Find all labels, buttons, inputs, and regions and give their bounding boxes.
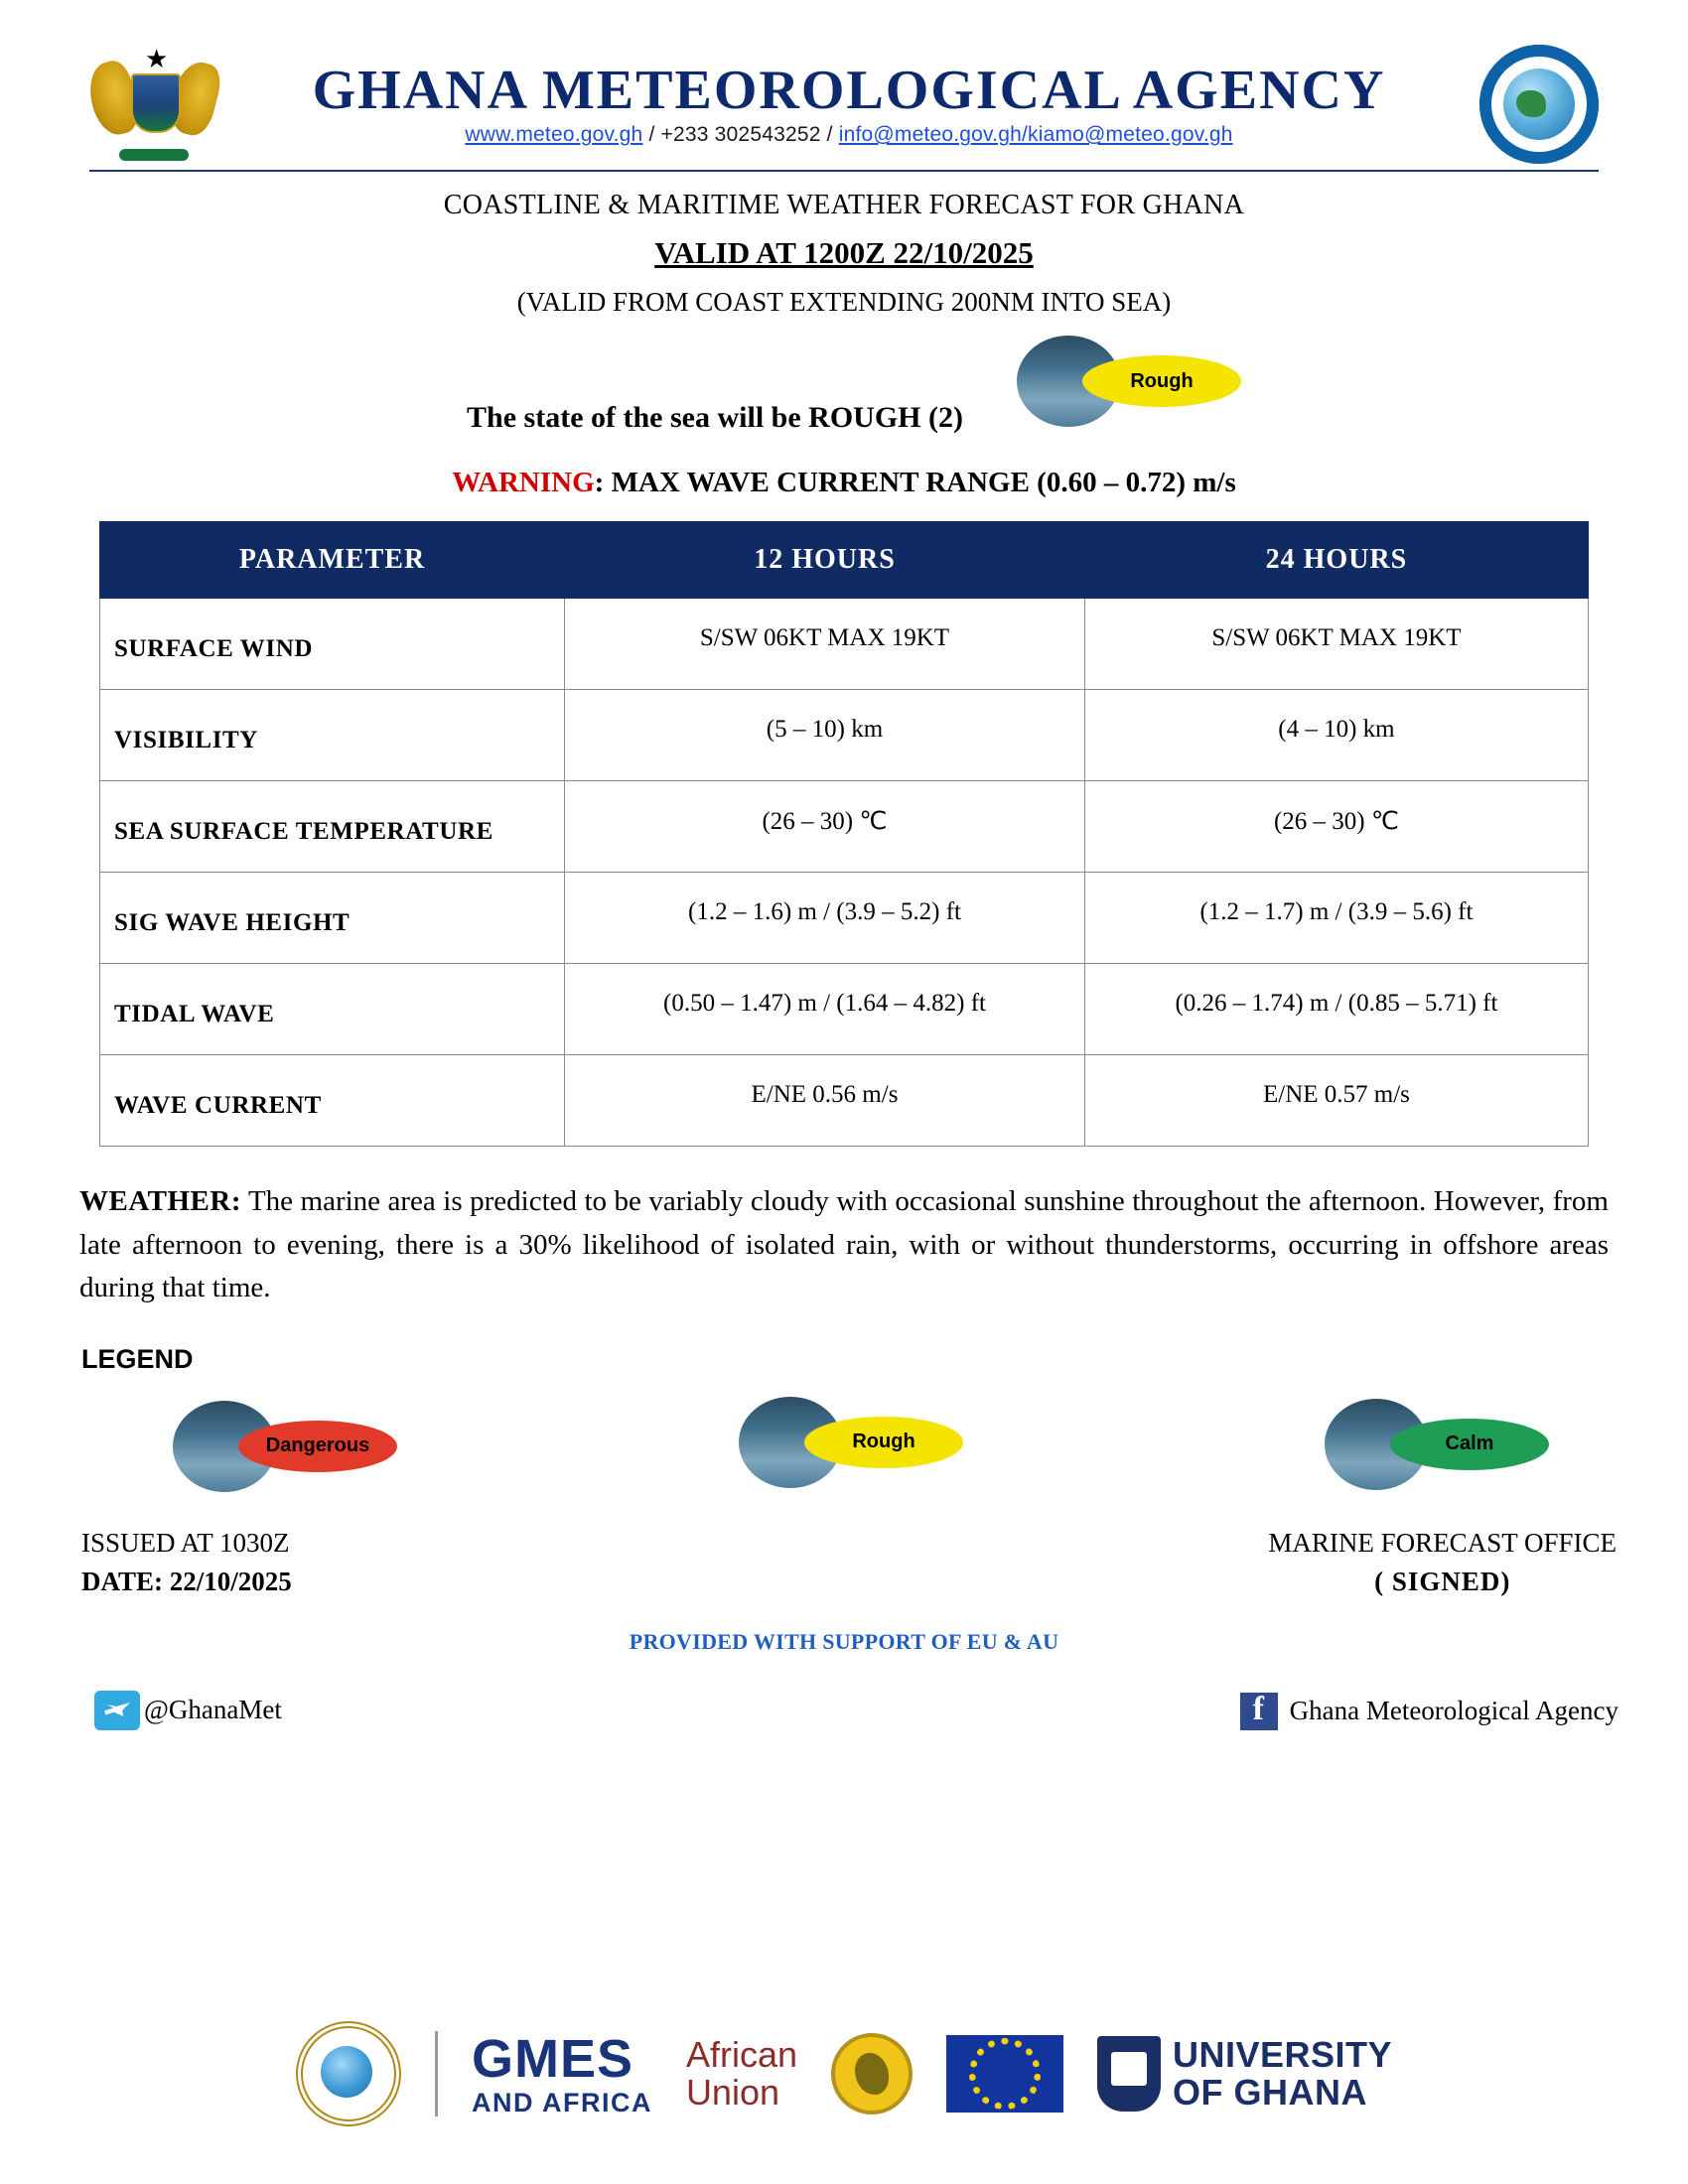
gmes-subtitle: AND AFRICA <box>471 2087 652 2117</box>
row-parameter-label: TIDAL WAVE <box>100 964 565 1055</box>
ghana-coat-of-arms-icon: ★ <box>89 46 218 163</box>
forecast-table <box>99 521 1589 1147</box>
warning-label: WARNING <box>452 467 595 498</box>
twitter-label: @GhanaMet <box>144 1695 282 1724</box>
valid-at-title: VALID AT 1200Z 22/10/2025 <box>654 235 1034 270</box>
row-value-24h: E/NE 0.57 m/s <box>1084 1055 1588 1147</box>
african-union-logo <box>686 2036 797 2112</box>
ug-crest-icon <box>1097 2036 1161 2112</box>
row-value-24h: (0.26 – 1.74) m / (0.85 – 5.71) ft <box>1084 964 1588 1055</box>
agency-phone: / +233 302543252 / <box>642 123 839 147</box>
ug-line-1: UNIVERSITY <box>1172 2034 1393 2076</box>
agency-title: GHANA METEOROLOGICAL AGENCY <box>312 59 1386 121</box>
facebook-icon <box>1240 1693 1278 1730</box>
column-header-12-hours: 12 HOURS <box>565 522 1085 599</box>
legend-item-dangerous <box>159 1399 427 1490</box>
row-parameter-label: WAVE CURRENT <box>100 1055 565 1147</box>
legend-item-calm <box>1311 1397 1579 1488</box>
valid-range-note: (VALID FROM COAST EXTENDING 200NM INTO SEA) <box>516 287 1172 317</box>
table-row <box>100 1055 1589 1147</box>
gmes-title: GMES <box>471 2028 633 2089</box>
twitter-handle[interactable] <box>94 1691 282 1730</box>
legend-title: LEGEND <box>81 1343 194 1374</box>
issued-date: DATE: 22/10/2025 <box>81 1566 292 1596</box>
row-value-12h: E/NE 0.56 m/s <box>565 1055 1085 1147</box>
legend-row <box>0 1389 1688 1518</box>
weather-paragraph <box>79 1180 1609 1310</box>
twitter-icon <box>94 1691 140 1730</box>
issue-row <box>0 1524 1688 1623</box>
row-value-12h: (1.2 – 1.6) m / (3.9 – 5.2) ft <box>565 873 1085 964</box>
agency-email-link[interactable]: info@meteo.gov.gh/kiamo@meteo.gov.gh <box>838 123 1233 147</box>
eu-flag-icon <box>946 2035 1063 2113</box>
facebook-label: Ghana Meteorological Agency <box>1289 1696 1618 1725</box>
table-row <box>100 964 1589 1055</box>
table-row <box>100 690 1589 781</box>
table-row <box>100 599 1589 690</box>
weather-label: WEATHER: <box>79 1185 241 1217</box>
warning-line <box>0 467 1688 499</box>
gmes-wreath-icon <box>296 2021 401 2126</box>
ug-line-2: OF GHANA <box>1172 2072 1367 2113</box>
agency-website-link[interactable]: www.meteo.gov.gh <box>465 123 643 147</box>
row-value-12h: (0.50 – 1.47) m / (1.64 – 4.82) ft <box>565 964 1085 1055</box>
warning-text: : MAX WAVE CURRENT RANGE (0.60 – 0.72) m/s <box>594 467 1236 498</box>
au-line-2: Union <box>685 2072 779 2113</box>
row-parameter-label: SURFACE WIND <box>100 599 565 690</box>
table-header-row <box>100 522 1589 599</box>
office-block <box>1268 1524 1617 1601</box>
row-value-24h: (4 – 10) km <box>1084 690 1588 781</box>
sea-state-row <box>0 334 1688 463</box>
row-value-12h: S/SW 06KT MAX 19KT <box>565 599 1085 690</box>
document-header <box>0 0 1688 164</box>
row-parameter-label: VISIBILITY <box>100 690 565 781</box>
legend-label-calm: Calm <box>1390 1419 1549 1470</box>
support-note: PROVIDED WITH SUPPORT OF EU & AU <box>629 1628 1059 1654</box>
issued-block <box>81 1524 292 1601</box>
column-header-24-hours: 24 HOURS <box>1084 522 1588 599</box>
row-parameter-label: SIG WAVE HEIGHT <box>100 873 565 964</box>
header-center <box>218 59 1479 148</box>
issued-at: ISSUED AT 1030Z <box>81 1527 290 1558</box>
row-value-12h: (5 – 10) km <box>565 690 1085 781</box>
row-value-24h: S/SW 06KT MAX 19KT <box>1084 599 1588 690</box>
agency-contact-line <box>224 123 1474 147</box>
row-value-24h: (26 – 30) ℃ <box>1084 781 1588 873</box>
legend-item-rough <box>725 1395 993 1486</box>
office-name: MARINE FORECAST OFFICE <box>1268 1527 1617 1558</box>
row-value-12h: (26 – 30) ℃ <box>565 781 1085 873</box>
weather-text: The marine area is predicted to be variably cloudy with occasional sunshine throughout the afternoon. However, from late afternoon to evening, there is a 30% likelihood of isolated rain, with or without thunderstorms, occurring in offshore areas during that time. <box>79 1185 1609 1303</box>
african-union-seal-icon <box>831 2033 913 2115</box>
row-value-24h: (1.2 – 1.7) m / (3.9 – 5.6) ft <box>1084 873 1588 964</box>
legend-label-rough: Rough <box>804 1417 963 1468</box>
university-of-ghana-logo <box>1097 2036 1392 2112</box>
au-line-1: African <box>685 2034 797 2076</box>
legend-label-dangerous: Dangerous <box>238 1421 397 1472</box>
table-row <box>100 873 1589 964</box>
table-row <box>100 781 1589 873</box>
gmes-and-africa-logo <box>471 2028 652 2117</box>
signed-label: ( SIGNED) <box>1374 1566 1511 1596</box>
social-row <box>0 1681 1688 1770</box>
logo-divider <box>435 2031 438 2116</box>
document-subtitle: COASTLINE & MARITIME WEATHER FORECAST FOR GHANA <box>443 190 1245 220</box>
row-parameter-label: SEA SURFACE TEMPERATURE <box>100 781 565 873</box>
partner-logos <box>0 2021 1688 2126</box>
gmet-logo-icon <box>1479 45 1599 164</box>
facebook-handle[interactable] <box>1240 1693 1618 1730</box>
header-divider <box>89 170 1599 172</box>
sea-state-badge-label: Rough <box>1082 355 1241 407</box>
column-header-parameter: PARAMETER <box>100 522 565 599</box>
sea-state-text: The state of the sea will be ROUGH (2) <box>467 401 963 434</box>
